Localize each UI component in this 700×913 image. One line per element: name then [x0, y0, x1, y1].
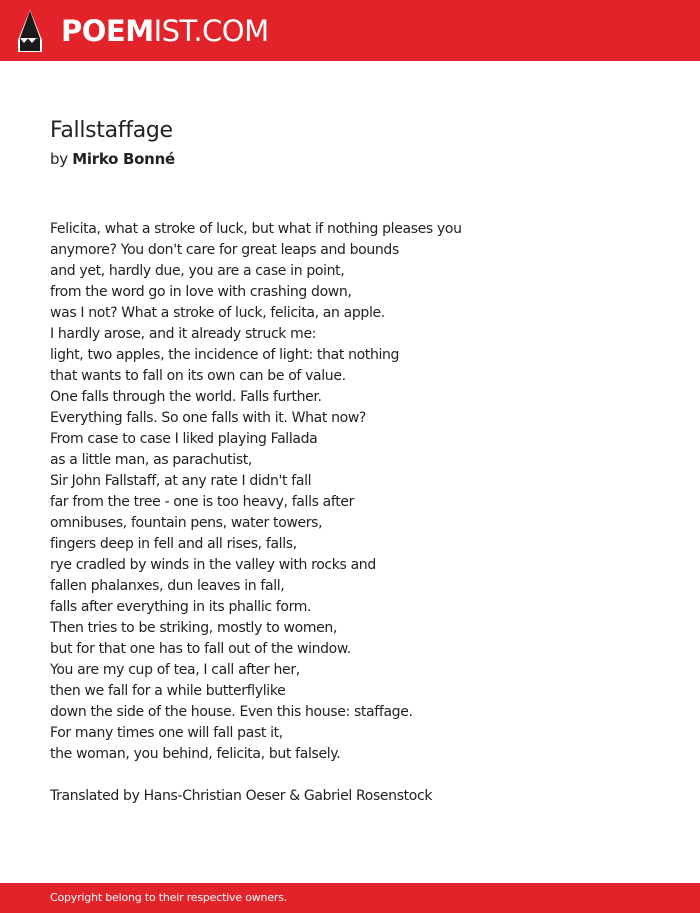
poem-line: falls after everything in its phallic form. — [50, 599, 312, 615]
poem-line: that wants to fall on its own can be of value. — [50, 368, 346, 384]
poem-author: Mirko Bonné — [72, 150, 175, 168]
poem-line: and yet, hardly due, you are a case in point, — [50, 263, 345, 279]
poem-line: I hardly arose, and it already struck me: — [50, 326, 317, 342]
poem-line: fingers deep in fell and all rises, falls, — [50, 536, 297, 552]
poem-line: anymore? You don't care for great leaps and bounds — [50, 242, 399, 258]
poem-line: omnibuses, fountain pens, water towers, — [50, 515, 323, 531]
poem-line: fallen phalanxes, dun leaves in fall, — [50, 578, 285, 594]
poem-line: down the side of the house. Even this house: staffage. — [50, 704, 413, 720]
poem-line: rye cradled by winds in the valley with rocks and — [50, 557, 376, 573]
site-footer — [0, 883, 700, 913]
poem-line: but for that one has to fall out of the window. — [50, 641, 351, 657]
poem-body — [50, 219, 670, 765]
poem-line: light, two apples, the incidence of light: that nothing — [50, 347, 400, 363]
site-header — [0, 0, 700, 61]
poem-line: You are my cup of tea, I call after her, — [50, 662, 300, 678]
logo-light-text: IST.COM — [153, 14, 269, 48]
site-logo[interactable] — [61, 11, 269, 51]
poem-line: then we fall for a while butterflylike — [50, 683, 286, 699]
poem-line: Sir John Fallstaff, at any rate I didn't fall — [50, 473, 312, 489]
poem-line: Then tries to be striking, mostly to women, — [50, 620, 338, 636]
copyright-text: Copyright belong to their respective owners. — [50, 891, 288, 904]
poem-line: as a little man, as parachutist, — [50, 452, 253, 468]
poem-line: Everything falls. So one falls with it. What now? — [50, 410, 366, 426]
byline — [50, 148, 175, 170]
poem-title: Fallstaffage — [50, 118, 173, 143]
poem-line: From case to case I liked playing Fallada — [50, 431, 318, 447]
poem-line: from the word go in love with crashing down, — [50, 284, 352, 300]
poem-line: Felicita, what a stroke of luck, but what if nothing pleases you — [50, 221, 462, 237]
pencil-tip-icon[interactable] — [18, 10, 42, 52]
translator-credit: Translated by Hans-Christian Oeser & Gabriel Rosenstock — [50, 788, 433, 804]
poem-line: was I not? What a stroke of luck, felicita, an apple. — [50, 305, 385, 321]
poem-line: far from the tree - one is too heavy, falls after — [50, 494, 355, 510]
poem-line: the woman, you behind, felicita, but falsely. — [50, 746, 341, 762]
poem-line: For many times one will fall past it, — [50, 725, 283, 741]
poem-line: One falls through the world. Falls further. — [50, 389, 322, 405]
logo-bold-text: POEM — [61, 14, 154, 48]
by-label: by — [50, 150, 68, 168]
